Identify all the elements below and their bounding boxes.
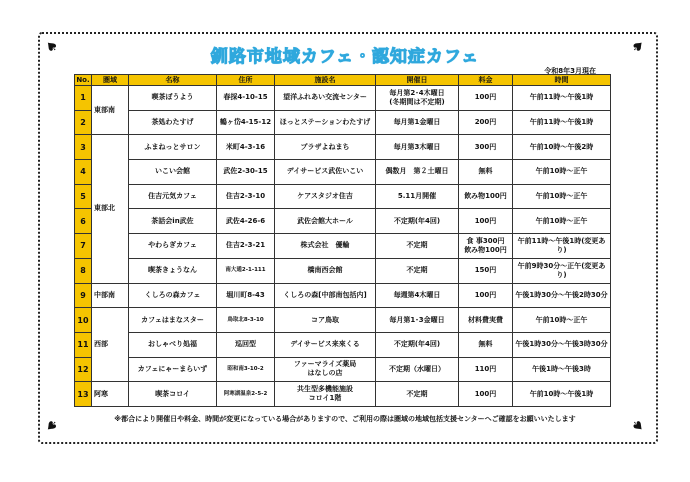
- cafe-facility: ケアスタジオ住吉: [275, 184, 376, 209]
- cafe-address: 鶴ヶ岱4-15-12: [217, 110, 275, 135]
- cafe-name: ふまねっとサロン: [129, 135, 217, 160]
- cafe-fee: 100円: [459, 86, 513, 111]
- header-day: 開催日: [376, 75, 459, 86]
- cafe-day: 5.11月開催: [376, 184, 459, 209]
- cafe-facility: 望洋ふれあい交流センター: [275, 86, 376, 111]
- cafe-day: 毎月第2･4木曜日 (冬期間は不定期): [376, 86, 459, 111]
- cafe-address: 武佐2-30-15: [217, 160, 275, 185]
- table-row: [75, 283, 611, 308]
- cafe-fee: 材料費実費: [459, 308, 513, 333]
- cafe-fee: 150円: [459, 258, 513, 283]
- row-number: 3: [75, 135, 92, 160]
- header-fee: 料金: [459, 75, 513, 86]
- table-row: [75, 209, 611, 234]
- header-address: 住所: [217, 75, 275, 86]
- date-label: 令和8年3月現在: [544, 67, 596, 75]
- cafe-address: 春採4-10-15: [217, 86, 275, 111]
- cafe-time: 午前10時～正午: [513, 308, 611, 333]
- cafe-address: 昭和南3-10-2: [217, 357, 275, 382]
- cafe-address: 南大通2-1-111: [217, 258, 275, 283]
- table-row: [75, 86, 611, 111]
- cafe-name: 茶話会in武佐: [129, 209, 217, 234]
- cafe-table: [74, 74, 611, 407]
- cafe-name: 喫茶ぼうよう: [129, 86, 217, 111]
- cafe-facility: 共生型多機能施設 コロイ1階: [275, 382, 376, 407]
- cafe-fee: 食 事300円 飲み物100円: [459, 234, 513, 259]
- cafe-day: 毎月第3木曜日: [376, 135, 459, 160]
- cafe-facility: ほっとステーションわたすげ: [275, 110, 376, 135]
- cafe-facility: ファーマライズ薬局 はなしの店: [275, 357, 376, 382]
- row-number: 2: [75, 110, 92, 135]
- table-row: [75, 308, 611, 333]
- table-row: [75, 160, 611, 185]
- cafe-name: 喫茶きょうなん: [129, 258, 217, 283]
- cafe-address: 住吉2-3-10: [217, 184, 275, 209]
- cafe-facility: プラザよねまち: [275, 135, 376, 160]
- cafe-fee: 無料: [459, 332, 513, 357]
- header-name: 名称: [129, 75, 217, 86]
- cafe-day: 不定期（水曜日）: [376, 357, 459, 382]
- cafe-day: 不定期(年4回): [376, 332, 459, 357]
- cafe-name: カフェにゃーまらいず: [129, 357, 217, 382]
- cafe-name: 茶処わたすげ: [129, 110, 217, 135]
- cafe-facility: 武佐会館大ホール: [275, 209, 376, 234]
- cafe-fee: 飲み物100円: [459, 184, 513, 209]
- cafe-facility: 株式会社 優輪: [275, 234, 376, 259]
- cafe-facility: デイサービス武佐いこい: [275, 160, 376, 185]
- row-number: 11: [75, 332, 92, 357]
- table-row: [75, 110, 611, 135]
- footnote: ※都合により開催日や料金、時間が変更になっている場合がありますので、ご利用の際は圏域の地域包括支援センターへご確認をお願いいたします: [114, 415, 576, 423]
- row-number: 5: [75, 184, 92, 209]
- row-number: 1: [75, 86, 92, 111]
- row-number: 9: [75, 283, 92, 308]
- cafe-time: 午後1時30分～午後3時30分: [513, 332, 611, 357]
- cafe-day: 不定期: [376, 258, 459, 283]
- table-row: [75, 184, 611, 209]
- table-row: [75, 332, 611, 357]
- header-area: 圏域: [92, 75, 129, 86]
- cafe-name: おしゃべり処福: [129, 332, 217, 357]
- header-no: No.: [76, 76, 90, 84]
- cafe-fee: 100円: [459, 209, 513, 234]
- cafe-time: 午前10時～午後2時: [513, 135, 611, 160]
- corner-ornament-icon: ♠: [627, 414, 648, 436]
- cafe-facility: コア鳥取: [275, 308, 376, 333]
- cafe-name: くしろの森カフェ: [129, 283, 217, 308]
- area-cell: 阿寒: [92, 382, 129, 407]
- table-row: [75, 382, 611, 407]
- cafe-facility: くしろの森[中部南包括内]: [275, 283, 376, 308]
- row-number: 8: [75, 258, 92, 283]
- area-cell: 東部南: [92, 86, 129, 135]
- cafe-day: 毎月第1金曜日: [376, 110, 459, 135]
- cafe-address: 武佐4-26-6: [217, 209, 275, 234]
- cafe-name: 住吉元気カフェ: [129, 184, 217, 209]
- cafe-address: 堀川町8-43: [217, 283, 275, 308]
- cafe-day: 偶数月 第２土曜日: [376, 160, 459, 185]
- cafe-day: 不定期: [376, 234, 459, 259]
- area-cell: 西部: [92, 308, 129, 382]
- cafe-time: 午前9時30分～正午(変更あり): [513, 258, 611, 283]
- cafe-address: 鳥取北8-3-10: [217, 308, 275, 333]
- page-title: 釧路市地域カフェ・認知症カフェ: [210, 47, 480, 67]
- row-number: 4: [75, 160, 92, 185]
- corner-ornament-icon: ♠: [42, 36, 63, 58]
- cafe-name: いこい会館: [129, 160, 217, 185]
- cafe-address: 阿寒湖温泉2-5-2: [217, 382, 275, 407]
- cafe-name: やわらぎカフェ: [129, 234, 217, 259]
- cafe-time: 午前10時～正午: [513, 184, 611, 209]
- row-number: 7: [75, 234, 92, 259]
- row-number: 6: [75, 209, 92, 234]
- cafe-time: 午前10時～午後1時: [513, 382, 611, 407]
- header-facility: 施設名: [275, 75, 376, 86]
- cafe-time: 午前11時～午後1時: [513, 110, 611, 135]
- area-cell: 中部南: [92, 283, 129, 308]
- row-number: 10: [75, 308, 92, 333]
- row-number: 12: [75, 357, 92, 382]
- cafe-day: 不定期: [376, 382, 459, 407]
- cafe-time: 午前10時～正午: [513, 209, 611, 234]
- cafe-day: 不定期(年4回): [376, 209, 459, 234]
- cafe-fee: 100円: [459, 382, 513, 407]
- cafe-address: 巡回型: [217, 332, 275, 357]
- corner-ornament-icon: ♠: [627, 36, 648, 58]
- cafe-fee: 200円: [459, 110, 513, 135]
- cafe-fee: 110円: [459, 357, 513, 382]
- row-number: 13: [75, 382, 92, 407]
- cafe-name: カフェはまなスター: [129, 308, 217, 333]
- cafe-facility: デイサービス来來くる: [275, 332, 376, 357]
- header-time: 時間: [513, 75, 611, 86]
- area-cell: 東部北: [92, 135, 129, 283]
- table-header-row: [75, 75, 611, 86]
- cafe-time: 午前11時～午後1時: [513, 86, 611, 111]
- table-row: [75, 234, 611, 259]
- corner-ornament-icon: ♠: [42, 414, 63, 436]
- cafe-fee: 300円: [459, 135, 513, 160]
- cafe-fee: 無料: [459, 160, 513, 185]
- cafe-fee: 100円: [459, 283, 513, 308]
- cafe-address: 住吉2-3-21: [217, 234, 275, 259]
- cafe-name: 喫茶コロイ: [129, 382, 217, 407]
- cafe-time: 午前10時～正午: [513, 160, 611, 185]
- cafe-facility: 橋南西会館: [275, 258, 376, 283]
- cafe-time: 午後1時30分～午後2時30分: [513, 283, 611, 308]
- cafe-time: 午後1時～午後3時: [513, 357, 611, 382]
- cafe-day: 毎週第4木曜日: [376, 283, 459, 308]
- table-row: [75, 258, 611, 283]
- table-row: [75, 135, 611, 160]
- cafe-address: 米町4-3-16: [217, 135, 275, 160]
- cafe-time: 午前11時～午後1時(変更あり): [513, 234, 611, 259]
- cafe-day: 毎月第1･3金曜日: [376, 308, 459, 333]
- table-row: [75, 357, 611, 382]
